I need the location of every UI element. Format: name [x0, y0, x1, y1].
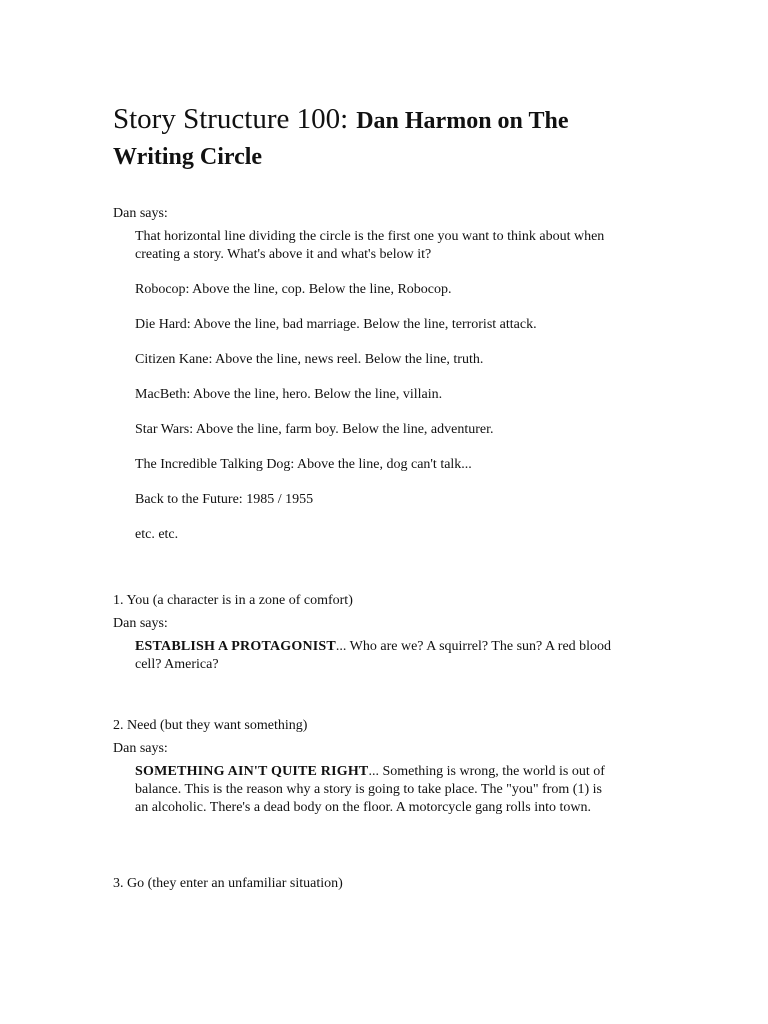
intro-etc: etc. etc.: [135, 527, 179, 542]
step-1-body: ... Who are we? A squirrel? The sun? A red blood cell? America?: [135, 639, 612, 672]
document-page: [113, 100, 633, 893]
step-2-quote: [135, 763, 615, 817]
intro-example-talking-dog: The Incredible Talking Dog: Above the line, dog can't talk...: [135, 457, 472, 472]
step-2-dan-says: Dan says:: [113, 741, 168, 756]
intro-example-die-hard: Die Hard: Above the line, bad marriage. Below the line, terrorist attack.: [135, 317, 537, 332]
step-1-heading: 1. You (a character is in a zone of comfort): [113, 593, 353, 608]
step-3-heading: 3. Go (they enter an unfamiliar situation): [113, 876, 343, 891]
step-1-lead: ESTABLISH A PROTAGONIST: [135, 639, 336, 654]
title-main: Story Structure 100:: [113, 103, 349, 135]
step-1-quote: [135, 638, 615, 674]
document-title: [113, 100, 633, 174]
intro-example-robocop: Robocop: Above the line, cop. Below the line, Robocop.: [135, 282, 452, 297]
step-2-body: ... Something is wrong, the world is out of balance. This is the reason why a story is going to take place. The "you" from (1) is an alcoholic. There's a dead body on the floor. A motorcycle gang rolls into town.: [135, 764, 605, 815]
intro-example-back-to-the-future: Back to the Future: 1985 / 1955: [135, 492, 314, 507]
step-2-lead: SOMETHING AIN'T QUITE RIGHT: [135, 764, 369, 779]
title-subtitle: Dan Harmon on The: [356, 108, 569, 134]
step-2-heading: 2. Need (but they want something): [113, 718, 308, 733]
intro-example-star-wars: Star Wars: Above the line, farm boy. Below the line, adventurer.: [135, 422, 494, 437]
intro-dan-says: Dan says:: [113, 206, 168, 221]
title-subtitle-line2: Writing Circle: [113, 144, 263, 170]
intro-example-citizen-kane: Citizen Kane: Above the line, news reel. Below the line, truth.: [135, 352, 484, 367]
intro-quote-block: [135, 228, 615, 544]
intro-example-macbeth: MacBeth: Above the line, hero. Below the line, villain.: [135, 387, 443, 402]
step-1-dan-says: Dan says:: [113, 616, 168, 631]
intro-paragraph: That horizontal line dividing the circle is the first one you want to think about when creating a story. What's above it and what's below it?: [135, 229, 605, 262]
